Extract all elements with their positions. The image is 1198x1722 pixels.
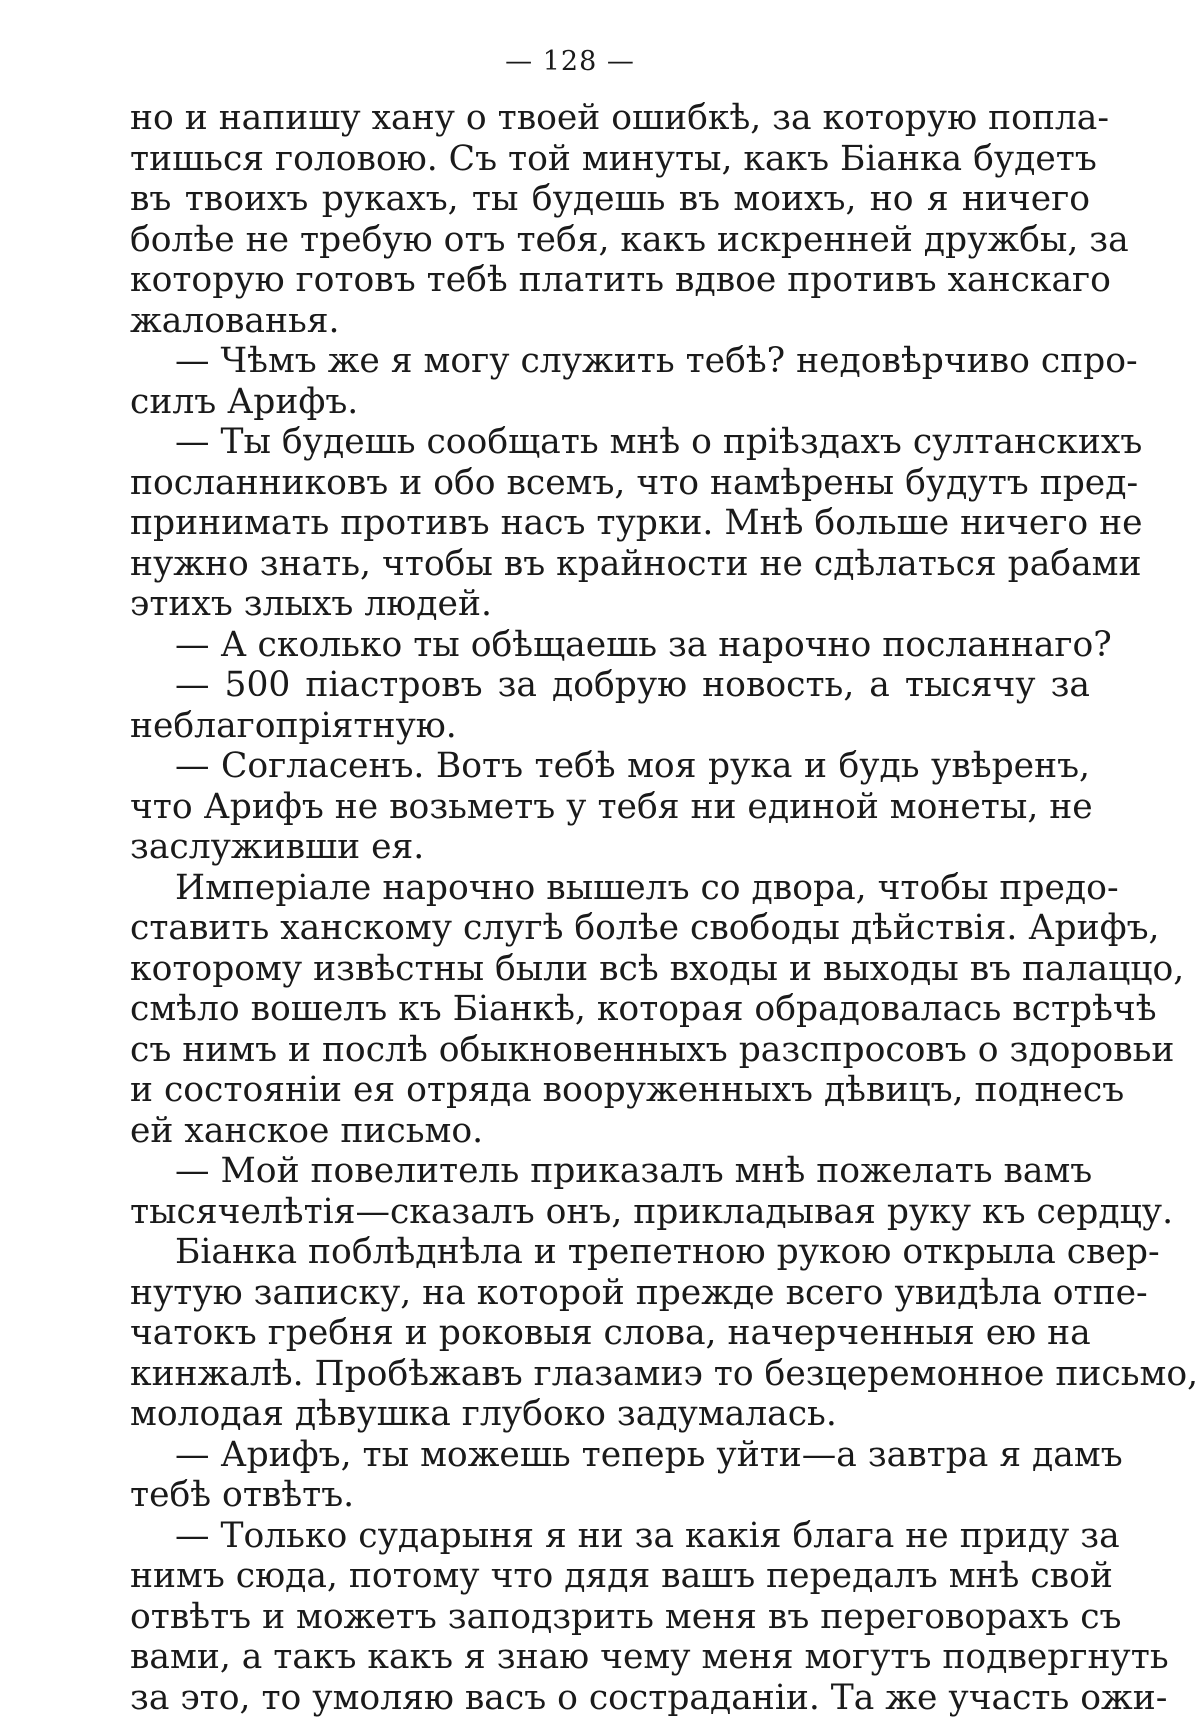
page-number: — 128 — bbox=[505, 46, 635, 77]
text-line: кинжалѣ. Пробѣжавъ глазамиэ то безцеремонное письмо, bbox=[130, 1353, 1198, 1394]
text-line: — А сколько ты обѣщаешь за нарочно посланнаго? bbox=[175, 624, 1112, 665]
text-line: ставить ханскому слугѣ болѣе свободы дѣйствія. Арифъ, bbox=[130, 908, 1160, 948]
text-line: неблагопріятную. bbox=[130, 705, 457, 746]
text-line: — Мой повелитель приказалъ мнѣ пожелать вамъ bbox=[175, 1151, 1093, 1191]
text-line: съ нимъ и послѣ обыкновенныхъ разспросовъ о здоровьи bbox=[130, 1029, 1175, 1070]
text-line: нимъ сюда, потому что дядя вашъ передалъ мнѣ свой bbox=[130, 1556, 1113, 1596]
text-line: Біанка поблѣднѣла и трепетною рукою открыла свер- bbox=[175, 1232, 1160, 1272]
text-line: болѣе не требую отъ тебя, какъ искренней дружбы, за bbox=[130, 219, 1129, 260]
text-line: посланниковъ и обо всемъ, что намѣрены будутъ пред- bbox=[130, 462, 1139, 503]
text-line: — Только сударыня я ни за какія блага не приду за bbox=[175, 1515, 1120, 1556]
text-line: смѣло вошелъ къ Біанкѣ, которая обрадовалась встрѣчѣ bbox=[130, 989, 1157, 1029]
text-line: этихъ злыхъ людей. bbox=[130, 584, 492, 624]
text-line: за это, то умоляю васъ о состраданіи. Та же участь ожи- bbox=[130, 1677, 1168, 1718]
text-line: отвѣтъ и можетъ заподзрить меня въ переговорахъ съ bbox=[130, 1596, 1122, 1637]
text-line: заслуживши ея. bbox=[130, 827, 425, 867]
text-line: Имперіале нарочно вышелъ со двора, чтобы предо- bbox=[175, 867, 1119, 908]
text-line: тебѣ отвѣтъ. bbox=[130, 1475, 355, 1515]
text-line: тысячелѣтія—сказалъ онъ, прикладывая руку къ сердцу. bbox=[130, 1191, 1174, 1232]
text-line: — Согласенъ. Вотъ тебѣ моя рука и будь увѣренъ, bbox=[175, 746, 1090, 786]
text-line: — Чѣмъ же я могу служить тебѣ? недовѣрчиво спро- bbox=[175, 341, 1138, 381]
text-line: — Ты будешь сообщать мнѣ о пріѣздахъ султанскихъ bbox=[175, 422, 1143, 462]
text-line: — 500 піастровъ за добрую новость, а тысячу за bbox=[175, 665, 1090, 705]
text-line: тишься головою. Съ той минуты, какъ Біанка будетъ bbox=[130, 138, 1097, 179]
text-line: чатокъ гребня и роковыя слова, начерченныя ею на bbox=[130, 1313, 1091, 1353]
text-line: нужно знать, чтобы въ крайности не сдѣлаться рабами bbox=[130, 543, 1142, 584]
text-line: принимать противъ насъ турки. Мнѣ больше ничего не bbox=[130, 503, 1143, 543]
text-line: которую готовъ тебѣ платить вдвое противъ ханскаго bbox=[130, 260, 1111, 300]
text-line: которому извѣстны были всѣ входы и выходы въ палаццо, bbox=[130, 948, 1185, 989]
text-line: и состояніи ея отряда вооруженныхъ дѣвицъ, поднесъ bbox=[130, 1070, 1125, 1110]
text-line: что Арифъ не возьметъ у тебя ни единой монеты, не bbox=[130, 786, 1093, 827]
text-line: но и напишу хану о твоей ошибкѣ, за которую попла- bbox=[130, 98, 1110, 138]
page-text bbox=[130, 98, 1198, 1718]
text-line: — Арифъ, ты можешь теперь уйти—а завтра я дамъ bbox=[175, 1434, 1123, 1475]
text-line: нутую записку, на которой прежде всего увидѣла отпе- bbox=[130, 1272, 1148, 1313]
text-line: ей ханское письмо. bbox=[130, 1110, 484, 1151]
text-line: молодая дѣвушка глубоко задумалась. bbox=[130, 1394, 837, 1434]
text-line: въ твоихъ рукахъ, ты будешь въ моихъ, но я ничего bbox=[130, 179, 1090, 219]
text-line: силъ Арифъ. bbox=[130, 381, 359, 422]
text-line: жалованья. bbox=[130, 300, 340, 341]
text-line: вами, а такъ какъ я знаю чему меня могутъ подвергнуть bbox=[130, 1637, 1169, 1677]
